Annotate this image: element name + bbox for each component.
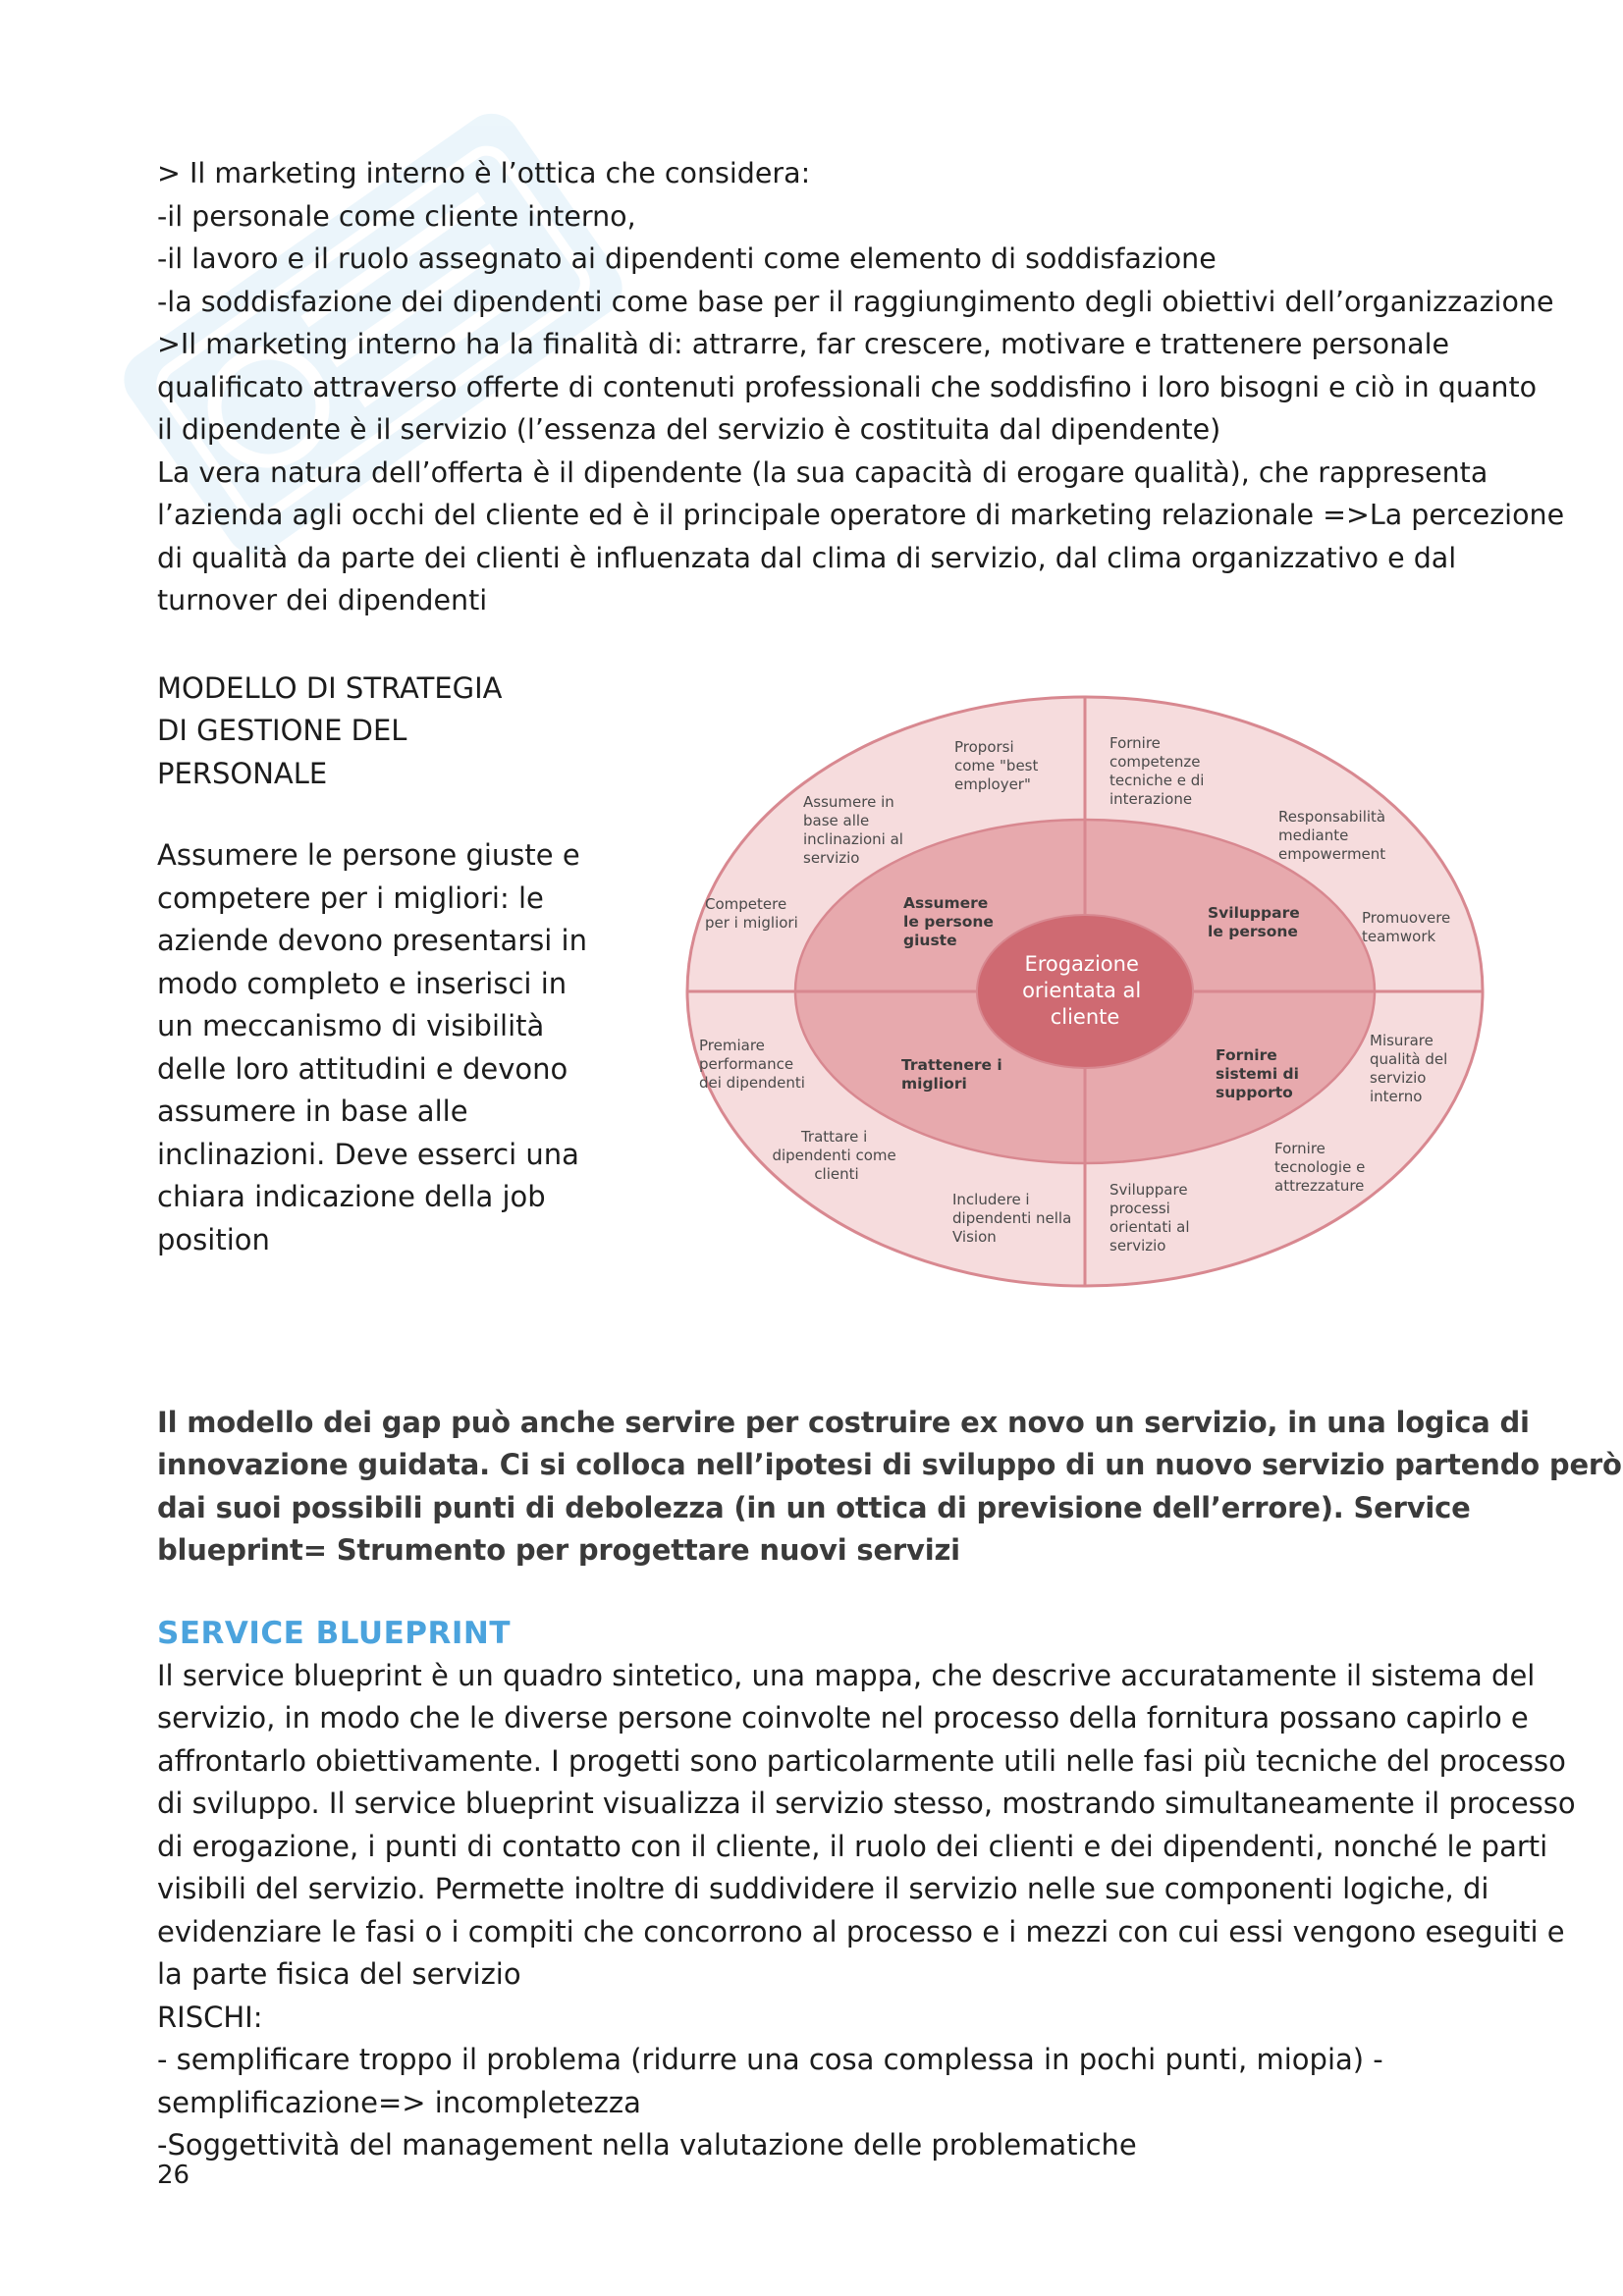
intro-line: il dipendente è il servizio (l’essenza del servizio è costituita dal dipendente) xyxy=(157,413,1221,446)
outer-label-assumere-base: Assumere in base alle inclinazioni al servizio xyxy=(803,792,903,867)
blueprint-line: servizio, in modo che le diverse persone coinvolte nel processo della fornitura possano capirlo e xyxy=(157,1701,1529,1735)
inner-label-trattenere: Trattenere i migliori xyxy=(901,1055,1002,1093)
outer-label-trattare: Trattare i dipendenti come clienti xyxy=(772,1127,896,1183)
inner-label-sviluppare: Sviluppare le persone xyxy=(1208,903,1300,940)
model-section xyxy=(157,667,1492,1355)
blueprint-line: evidenziare le fasi o i compiti che concorrono al processo e i mezzi con cui essi vengono eseguiti e xyxy=(157,1914,1565,1949)
intro-line: La vera natura dell’offerta è il dipendente (la sua capacità di erogare qualità), che rappresenta xyxy=(157,455,1488,489)
blueprint-paragraph xyxy=(157,1655,1576,2167)
blueprint-line: affrontarlo obiettivamente. I progetti sono particolarmente utili nelle fasi più tecniche del processo xyxy=(157,1743,1566,1778)
page-number: 26 xyxy=(157,2161,190,2190)
model-text-line: assumere in base alle xyxy=(157,1095,468,1128)
blueprint-line: semplificazione=> incompletezza xyxy=(157,2085,641,2119)
model-text-line: modo completo e inserisci in xyxy=(157,966,568,1000)
model-text xyxy=(157,834,589,1261)
outer-label-competere: Competere per i migliori xyxy=(705,894,798,932)
hr-strategy-diagram xyxy=(677,687,1492,1296)
model-title-line: DI GESTIONE DEL xyxy=(157,714,407,747)
model-text-line: inclinazioni. Deve esserci una xyxy=(157,1137,579,1171)
blueprint-line: -Soggettività del management nella valutazione delle problematiche xyxy=(157,2128,1137,2162)
model-title xyxy=(157,667,589,796)
model-text-line: position xyxy=(157,1222,270,1256)
outer-label-premiare: Premiare performance dei dipendenti xyxy=(699,1036,805,1092)
outer-label-includere: Includere i dipendenti nella Vision xyxy=(952,1190,1072,1246)
outer-label-fornire-tecnologie: Fornire tecnologie e attrezzature xyxy=(1274,1139,1366,1195)
model-title-line: PERSONALE xyxy=(157,756,328,790)
model-text-line: chiara indicazione della job xyxy=(157,1180,546,1213)
model-description xyxy=(157,667,589,1262)
gap-line: dai suoi possibili punti di debolezza (in un ottica di previsione dell’errore). Service xyxy=(157,1490,1471,1524)
inner-label-fornire-sistemi: Fornire sistemi di supporto xyxy=(1216,1045,1299,1101)
model-text-line: delle loro attitudini e devono xyxy=(157,1051,568,1086)
outer-label-proporsi: Proporsi come "best employer" xyxy=(954,737,1039,793)
gap-line: innovazione guidata. Ci si colloca nell’ipotesi di sviluppo di un nuovo servizio partendo però xyxy=(157,1448,1622,1481)
outer-label-fornire-competenze: Fornire competenze tecniche e di interazione xyxy=(1109,733,1205,808)
blueprint-line: - semplificare troppo il problema (ridurre una cosa complessa in pochi punti, miopia) - xyxy=(157,2043,1383,2076)
intro-line: l’azienda agli occhi del cliente ed è il principale operatore di marketing relazionale =>La percezione xyxy=(157,499,1565,531)
inner-label-assumere: Assumere le persone giuste xyxy=(903,893,994,949)
diagram-center-label: Erogazione orientata al cliente xyxy=(1022,951,1142,1029)
gap-model-paragraph xyxy=(157,1402,1622,1573)
intro-line: qualificato attraverso offerte di contenuti professionali che soddisfino i loro bisogni e ciò in quanto xyxy=(157,370,1538,403)
outer-label-sviluppare-processi: Sviluppare processi orientati al servizio xyxy=(1109,1180,1190,1255)
blueprint-line: visibili del servizio. Permette inoltre di suddividere il servizio nelle sue componenti logiche, di xyxy=(157,1872,1489,1905)
intro-line: -il lavoro e il ruolo assegnato ai dipendenti come elemento di soddisfazione xyxy=(157,242,1217,275)
blueprint-line: RISCHI: xyxy=(157,2000,263,2034)
intro-line: di qualità da parte dei clienti è influenzata dal clima di servizio, dal clima organizzativo e dal xyxy=(157,541,1457,574)
intro-paragraph xyxy=(157,152,1565,622)
intro-line: >Il marketing interno ha la finalità di: attrarre, far crescere, motivare e trattenere personale xyxy=(157,328,1450,360)
model-text-line: competere per i migliori: le xyxy=(157,881,544,915)
model-text-line: Assumere le persone giuste e xyxy=(157,838,580,872)
blueprint-line: Il service blueprint è un quadro sintetico, una mappa, che descrive accuratamente il sistema del xyxy=(157,1658,1536,1692)
intro-line: -il personale come cliente interno, xyxy=(157,199,636,233)
intro-line: -la soddisfazione dei dipendenti come base per il raggiungimento degli obiettivi dell’organizzazione xyxy=(157,285,1554,318)
gap-line: Il modello dei gap può anche servire per costruire ex novo un servizio, in una logica di xyxy=(157,1405,1530,1439)
model-text-line: aziende devono presentarsi in xyxy=(157,924,587,957)
intro-line: turnover dei dipendenti xyxy=(157,584,488,616)
gap-line: blueprint= Strumento per progettare nuovi servizi xyxy=(157,1533,960,1567)
intro-line: > Il marketing interno è l’ottica che considera: xyxy=(157,157,811,189)
blueprint-line: la parte fisica del servizio xyxy=(157,1957,521,1991)
outer-label-misurare: Misurare qualità del servizio interno xyxy=(1370,1031,1448,1105)
blueprint-line: di erogazione, i punti di contatto con il cliente, il ruolo dei clienti e dei dipendenti, nonché le parti xyxy=(157,1829,1548,1863)
model-text-line: un meccanismo di visibilità xyxy=(157,1009,545,1042)
model-title-line: MODELLO DI STRATEGIA xyxy=(157,670,503,705)
page-content xyxy=(157,152,1622,2167)
outer-label-responsabilita: Responsabilità mediante empowerment xyxy=(1278,807,1386,863)
section-heading: SERVICE BLUEPRINT xyxy=(157,1615,511,1651)
outer-label-promuovere: Promuovere teamwork xyxy=(1362,908,1451,945)
blueprint-line: di sviluppo. Il service blueprint visualizza il servizio stesso, mostrando simultaneamente il processo xyxy=(157,1787,1576,1820)
